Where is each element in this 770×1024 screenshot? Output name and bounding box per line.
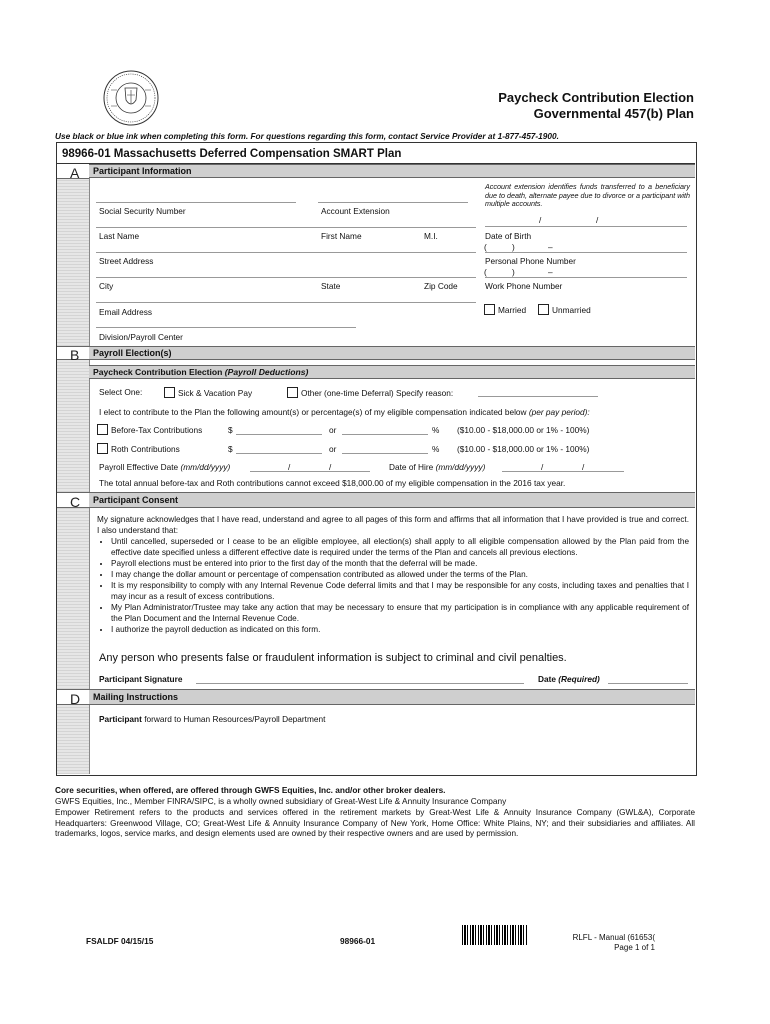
other-label: Other (one-time Deferral) Specify reason: [301,388,454,398]
signature-date-label [538,674,600,684]
specify-reason-line[interactable] [478,396,598,397]
before-tax-range: ($10.00 - $18,000.00 or 1% - 100%) [457,425,590,435]
ssn-label: Social Security Number [99,206,186,216]
street-line[interactable] [96,252,476,253]
before-tax-amount-line[interactable] [236,434,322,435]
hire-date-line[interactable] [502,471,624,472]
plan-number: 98966-01 [340,936,376,946]
section-c-letter: C [70,494,81,510]
consent-list [97,536,689,635]
consent-item: • I may change the dollar amount or percentage of compensation contributed as allowed under the terms of the Plan. [111,569,689,580]
signature-date-required: (Required) [558,674,600,684]
first-name-label: First Name [321,231,362,241]
hire-date-text: Date of Hire [389,462,434,472]
contribution-election-note: (Payroll Deductions) [224,367,309,377]
consent-item: • Until cancelled, superseded or I cease to be an eligible employee, all election(s) shall apply to all eligible compensation allowed by the Plan paid from the effective date specified unless a different effective date is required under the terms of the Plan and cancels all previous elections. [111,536,689,558]
effective-date-format: (mm/dd/yyyy) [180,462,231,472]
work-phone-paren-open: ( [484,267,487,277]
zip-label: Zip Code [424,281,458,291]
roth-range: ($10.00 - $18,000.00 or 1% - 100%) [457,444,590,454]
roth-label: Roth Contributions [111,444,180,454]
personal-phone-paren-open: ( [484,242,487,252]
consent-item: • Payroll elections must be entered into prior to the first day of the month that the deferral will be made. [111,558,689,569]
division-line[interactable] [96,327,356,328]
rlfl-code: RLFL - Manual (61653( [572,933,655,942]
married-label: Married [498,305,527,315]
work-phone-paren-close: ) [512,267,515,277]
dob-sep-2: / [596,215,599,225]
effective-date-sep-1: / [288,462,291,472]
sick-vacation-label: Sick & Vacation Pay [178,388,253,398]
sick-vacation-option[interactable] [164,387,252,398]
unmarried-option[interactable] [538,304,591,315]
account-extension-line[interactable] [318,202,468,203]
roth-percent: % [432,444,440,454]
other-option[interactable] [287,387,453,398]
elect-statement-text: I elect to contribute to the Plan the following amount(s) or percentage(s) of my eligible compensation indicated below [99,407,527,417]
hire-date-label [389,462,485,472]
work-phone-label: Work Phone Number [485,281,563,291]
dob-label: Date of Birth [485,231,532,241]
contribution-election-heading [89,365,695,379]
signature-label: Participant Signature [99,674,183,684]
smart-plan-seal-icon [103,70,159,126]
gwfs-text: GWFS Equities, Inc., Member FINRA/SIPC, is a wholly owned subsidiary of Great-West Life & Annuity Insurance Company [55,796,507,806]
married-checkbox[interactable] [484,304,495,315]
dob-sep-1: / [539,215,542,225]
hire-date-sep-2: / [582,462,585,472]
contribution-election-title: Paycheck Contribution Election [93,367,223,377]
elect-statement-note: (per pay period): [528,407,590,417]
dob-line[interactable] [485,226,687,227]
barcode-icon [462,925,528,945]
ink-instructions: Use black or blue ink when completing this form. For questions regarding this form, contact Service Provider at 1-877-457-1900. [55,131,559,141]
roth-amount-line[interactable] [236,453,322,454]
email-line[interactable] [96,302,476,303]
before-tax-label: Before-Tax Contributions [111,425,203,435]
section-c-rail [57,492,90,689]
empower-disclosure: Empower Retirement refers to the products and services offered in the retirement markets by Great-West Life & Annuity Insurance Company (GWL&A), Corporate Headquarters: Greenwood Village, CO; Great-West Life & Annuity Insurance Company of New York, Home Office: White Plains, NY; and their subsidiaries and affiliates. All trademarks, logos, service marks, and design elements used are owned by their respective owners and are used by permission. [55,808,695,838]
roth-option[interactable] [97,443,180,454]
unmarried-label: Unmarried [552,305,591,315]
elect-statement [99,407,590,417]
other-checkbox[interactable] [287,387,298,398]
consent-item: • My Plan Administrator/Trustee may take any action that may be necessary to ensure that my participation is in compliance with any applicable requirement of the Plan Document and the Internal Revenue Code. [111,602,689,624]
email-label: Email Address [99,307,153,317]
fraud-warning: Any person who presents false or fraudulent information is subject to criminal and civil penalties. [99,652,567,664]
section-b-letter: B [70,347,80,363]
section-a-letter: A [70,165,80,181]
before-tax-percent-line[interactable] [342,434,428,435]
roth-dollar: $ [228,444,233,454]
mailing-participant: Participant [99,714,142,724]
hire-date-sep-1: / [541,462,544,472]
city-label: City [99,281,114,291]
work-phone-dash: – [548,267,553,277]
section-b-rail [57,346,90,492]
ssn-line[interactable] [96,202,296,203]
last-name-label: Last Name [99,231,140,241]
securities-disclosure [55,785,506,807]
roth-checkbox[interactable] [97,443,108,454]
before-tax-option[interactable] [97,424,202,435]
unmarried-checkbox[interactable] [538,304,549,315]
roth-or: or [329,444,337,454]
consent-item: • It is my responsibility to comply with any Internal Revenue Code deferral limits and that I may be responsible for any costs, including taxes and penalties that I may incur as a result of excess contributions. [111,580,689,602]
name-line[interactable] [96,227,476,228]
before-tax-or: or [329,425,337,435]
section-a-heading: Participant Information [89,164,695,178]
roth-percent-line[interactable] [342,453,428,454]
section-b-heading: Payroll Election(s) [89,346,695,360]
state-label: State [321,281,341,291]
before-tax-dollar: $ [228,425,233,435]
plan-title: 98966-01 Massachusetts Deferred Compensation SMART Plan [62,148,402,160]
mailing-instruction [99,714,325,724]
work-phone-line[interactable] [485,277,687,278]
consent-intro: My signature acknowledges that I have read, understand and agree to all pages of this form and affirms that all information that I have provided is true and correct. I also understand that: [97,515,689,535]
total-limit-note: The total annual before-tax and Roth contributions cannot exceed $18,000.00 of my eligible compensation in the 2016 tax year. [99,478,566,488]
married-option[interactable] [484,304,526,315]
securities-text: Core securities, when offered, are offered through GWFS Equities, Inc. and/or other broker dealers. [55,785,446,795]
effective-date-label [99,462,230,472]
page-info [573,933,655,953]
section-a-rail [57,164,90,346]
personal-phone-label: Personal Phone Number [485,256,576,266]
signature-date-line[interactable] [608,683,688,684]
effective-date-line[interactable] [250,471,370,472]
signature-date-text: Date [538,674,556,684]
before-tax-checkbox[interactable] [97,424,108,435]
section-d-heading: Mailing Instructions [89,689,695,705]
city-line[interactable] [96,277,476,278]
section-d-letter: D [70,691,81,707]
personal-phone-dash: – [548,242,553,252]
division-label: Division/Payroll Center [99,332,183,342]
sick-vacation-checkbox[interactable] [164,387,175,398]
mi-label: M.I. [424,231,438,241]
signature-line[interactable] [196,683,524,684]
form-title [498,90,694,122]
mailing-instruction-text: forward to Human Resources/Payroll Department [144,714,326,724]
account-extension-label: Account Extension [321,206,390,216]
effective-date-text: Payroll Effective Date [99,462,179,472]
select-one-label: Select One: [99,387,143,397]
consent-item: • I authorize the payroll deduction as indicated on this form. [111,624,689,635]
before-tax-percent: % [432,425,440,435]
hire-date-format: (mm/dd/yyyy) [435,462,486,472]
form-code: FSALDF 04/15/15 [86,936,154,946]
consent-text [97,514,689,635]
account-extension-note: Account extension identifies funds transferred to a beneficiary due to death, alternate payee due to divorce or a participant with multiple accounts. [485,182,690,209]
personal-phone-line[interactable] [485,252,687,253]
form-title-line1: Paycheck Contribution Election [498,90,694,105]
section-c-heading: Participant Consent [89,492,695,508]
personal-phone-paren-close: ) [512,242,515,252]
form-title-line2: Governmental 457(b) Plan [533,106,694,121]
page-number: Page 1 of 1 [614,943,655,952]
street-label: Street Address [99,256,154,266]
effective-date-sep-2: / [329,462,332,472]
